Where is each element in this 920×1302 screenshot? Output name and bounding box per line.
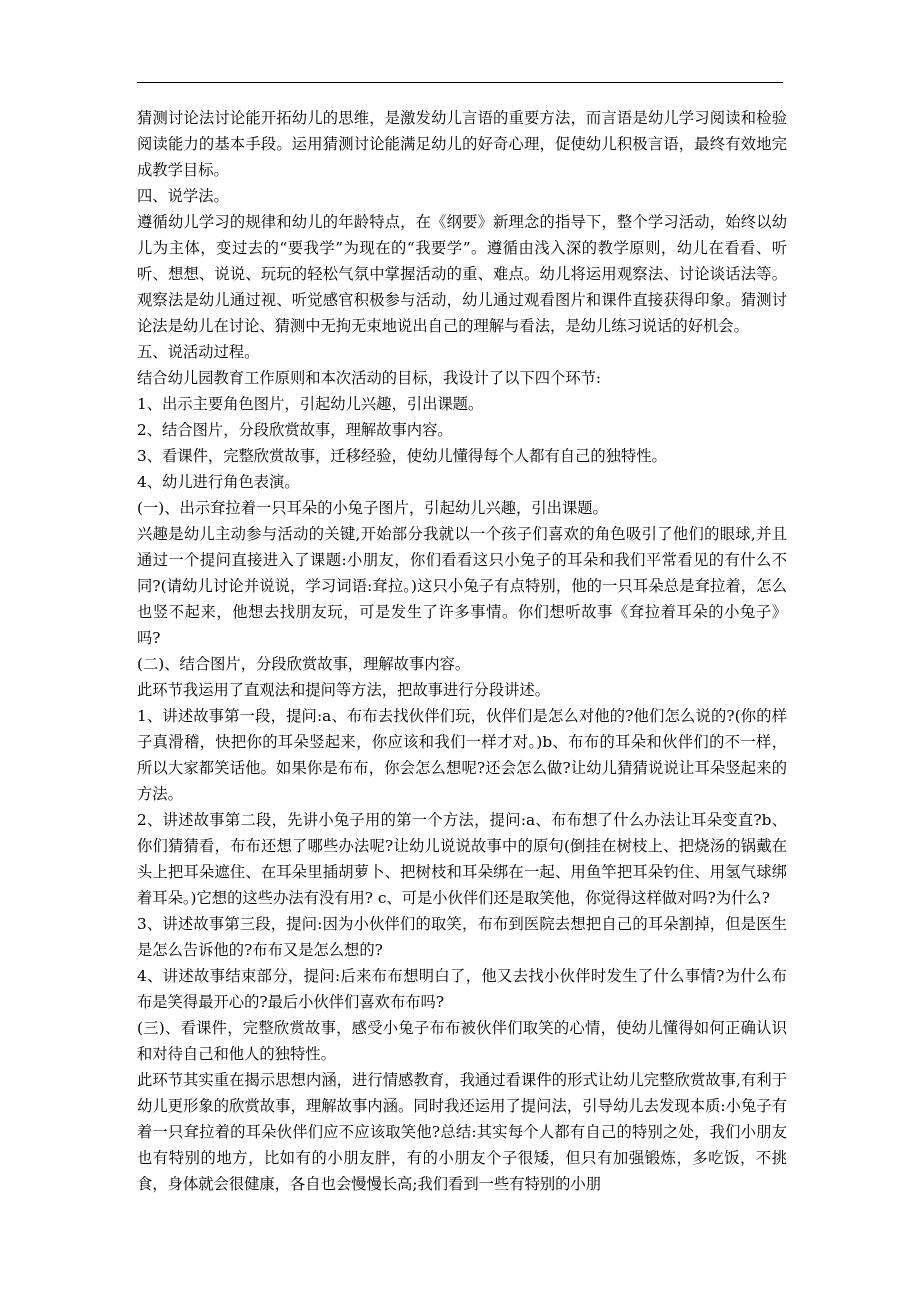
list-item-story-section-1: 1、讲述故事第一段，提问:a、布布去找伙伴们玩，伙伴们是怎么对他的?他们怎么说的?(你的样子真滑稽，快把你的耳朵竖起来，你应该和我们一样才对。)b、布布的耳朵和伙伴们的不一样，所以大家都笑话他。如果你是布布，你会怎么想呢?还会怎么做?让幼儿猜猜说说让耳朵竖起来的方法。 xyxy=(137,707,787,803)
paragraph-guess-discussion-method: 猜测讨论法讨论能开拓幼儿的思维，是激发幼儿言语的重要方法，而言语是幼儿学习阅读和检验阅读能力的基本手段。运用猜测讨论能满足幼儿的好奇心理，促使幼儿积极言语，最终有效地完成教学目标。 xyxy=(137,109,787,179)
list-item-step-3: 3、看课件，完整欣赏故事，迁移经验，使幼儿懂得每个人都有自己的独特性。 xyxy=(137,447,667,465)
list-item-story-section-2: 2、讲述故事第二段，先讲小兔子用的第一个方法，提问:a、布布想了什么办法让耳朵变直?b、你们猜猜看，布布还想了哪些办法呢?让幼儿说说故事中的原句(倒挂在树枝上、把烧汤的锅戴在头上把耳朵遮住、在耳朵里插胡萝卜、把树枝和耳朵绑在一起、用鱼竿把耳朵钓住、用氢气球绑着耳朵。)它想的这些办法有没有用? c、可是小伙伴们还是取笑他，你觉得这样做对吗?为什么? xyxy=(137,811,787,907)
heading-part-three: (三)、看课件，完整欣赏故事，感受小兔子布布被伙伴们取笑的心情，使幼儿懂得如何正确认识和对待自己和他人的独特性。 xyxy=(137,1019,787,1063)
list-item-step-4: 4、幼儿进行角色表演。 xyxy=(137,473,300,491)
paragraph-part-two-intro: 此环节我运用了直观法和提问等方法，把故事进行分段讲述。 xyxy=(137,681,551,699)
header-rule xyxy=(137,82,783,83)
heading-part-two: (二)、结合图片，分段欣赏故事，理解故事内容。 xyxy=(137,655,471,673)
list-item-step-1: 1、出示主要角色图片，引起幼儿兴趣，引出课题。 xyxy=(137,395,484,413)
paragraph-four-steps-intro: 结合幼儿园教育工作原则和本次活动的目标，我设计了以下四个环节: xyxy=(137,369,602,387)
list-item-story-section-3: 3、讲述故事第三段，提问:因为小伙伴们的取笑，布布到医院去想把自己的耳朵割掉，但是医生是怎么告诉他的?布布又是怎么想的? xyxy=(137,915,787,959)
paragraph-part-one: 兴趣是幼儿主动参与活动的关键,开始部分我就以一个孩子们喜欢的角色吸引了他们的眼球,并且通过一个提问直接进入了课题:小朋友，你们看看这只小兔子的耳朵和我们平常看见的有什么不同?(请幼儿讨论并说说，学习词语:耷拉。)这只小兔子有点特别，他的一只耳朵总是耷拉着，怎么也竖不起来，他想去找朋友玩，可是发生了许多事情。你们想听故事《耷拉着耳朵的小兔子》吗? xyxy=(137,525,787,647)
heading-learning-method: 四、说学法。 xyxy=(137,187,229,205)
list-item-step-2: 2、结合图片，分段欣赏故事，理解故事内容。 xyxy=(137,421,453,439)
paragraph-part-three: 此环节其实重在揭示思想内涵，进行情感教育，我通过看课件的形式让幼儿完整欣赏故事,有利于幼儿更形象的欣赏故事，理解故事内涵。同时我还运用了提问法，引导幼儿去发现本质:小兔子有着一只耷拉着的耳朵伙伴们应不应该取笑他?总结:其实每个人都有自己的特别之处，我们小朋友也有特别的地方，比如有的小朋友胖，有的小朋友个子很矮，但只有加强锻炼，多吃饭，不挑食，身体就会很健康，各自也会慢慢长高;我们看到一些有特别的小朋 xyxy=(137,1071,787,1193)
list-item-story-ending: 4、讲述故事结束部分，提问:后来布布想明白了，他又去找小伙伴时发生了什么事情?为什么布布是笑得最开心的?最后小伙伴们喜欢布布吗? xyxy=(137,967,787,1011)
paragraph-learning-method: 遵循幼儿学习的规律和幼儿的年龄特点，在《纲要》新理念的指导下，整个学习活动，始终以幼儿为主体，变过去的“要我学”为现在的“我要学”。遵循由浅入深的教学原则，幼儿在看看、听听、想想、说说、玩玩的轻松气氛中掌握活动的重、难点。幼儿将运用观察法、讨论谈话法等。观察法是幼儿通过视、听觉感官积极参与活动，幼儿通过观看图片和课件直接获得印象。猜测讨论法是幼儿在讨论、猜测中无拘无束地说出自己的理解与看法，是幼儿练习说话的好机会。 xyxy=(137,213,787,335)
document-body xyxy=(137,105,787,1197)
heading-activity-process: 五、说活动过程。 xyxy=(137,343,260,361)
heading-part-one: (一)、出示耷拉着一只耳朵的小兔子图片，引起幼儿兴趣，引出课题。 xyxy=(137,499,608,517)
